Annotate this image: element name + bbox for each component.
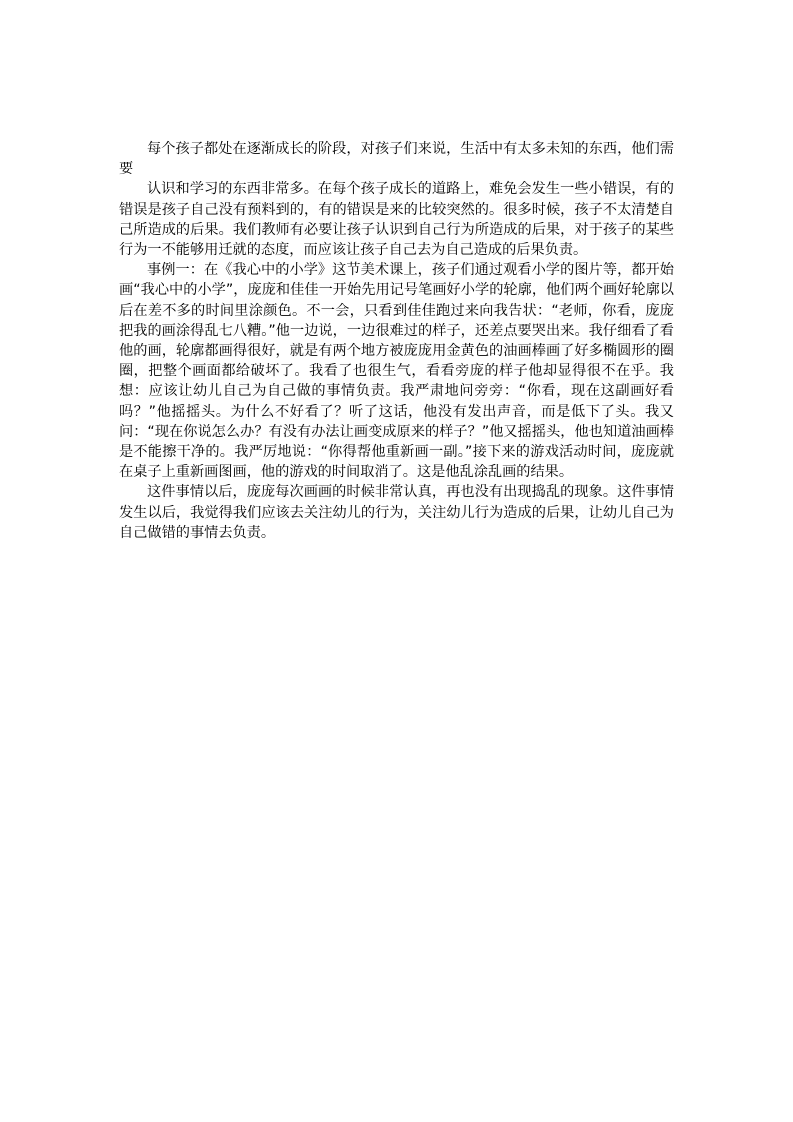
paragraph-example-one: 事例一：在《我心中的小学》这节美术课上，孩子们通过观看小学的图片等，都开始画“我心中的小学”，庞庞和佳佳一开始先用记号笔画好小学的轮廓，他们两个画好轮廓以后在差不多的时间里涂颜色。不一会，只看到佳佳跑过来向我告状：“老师，你看，庞庞把我的画涂得乱七八糟。”他一边说，一边很难过的样子，还差点要哭出来。我仔细看了看他的画，轮廓都画得很好，就是有两个地方被庞庞用金黄色的油画棒画了好多椭圆形的圈圈，把整个画面都给破坏了。我看了也很生气，看看旁庞的样子他却显得很不在乎。我想：应该让幼儿自己为自己做的事情负责。我严肃地问旁旁：“你看，现在这副画好看吗？”他摇摇头。为什么不好看了？听了这话，他没有发出声音，而是低下了头。我又问：“现在你说怎么办？有没有办法让画变成原来的样子？”他又摇摇头，他也知道油画棒是不能擦干净的。我严厉地说：“你得帮他重新画一副。”接下来的游戏活动时间，庞庞就在桌子上重新画图画，他的游戏的时间取消了。这是他乱涂乱画的结果。 — [119, 262, 674, 481]
paragraph-conclusion: 这件事情以后，庞庞每次画画的时候非常认真，再也没有出现捣乱的现象。这件事情发生以后，我觉得我们应该去关注幼儿的行为，关注幼儿行为造成的后果，让幼儿自己为自己做错的事情去负责。 — [119, 484, 674, 541]
document-body — [119, 139, 674, 543]
paragraph-learning: 认识和学习的东西非常多。在每个孩子成长的道路上，难免会发生一些小错误，有的错误是孩子自己没有预料到的，有的错误是来的比较突然的。很多时候，孩子不太清楚自己所造成的后果。我们教师有必要让孩子认识到自己行为所造成的后果，对于孩子的某些行为一不能够用迁就的态度，而应该让孩子自己去为自己造成的后果负责。 — [119, 181, 674, 259]
paragraph-intro: 每个孩子都处在逐渐成长的阶段，对孩子们来说，生活中有太多未知的东西，他们需要 — [119, 141, 674, 178]
